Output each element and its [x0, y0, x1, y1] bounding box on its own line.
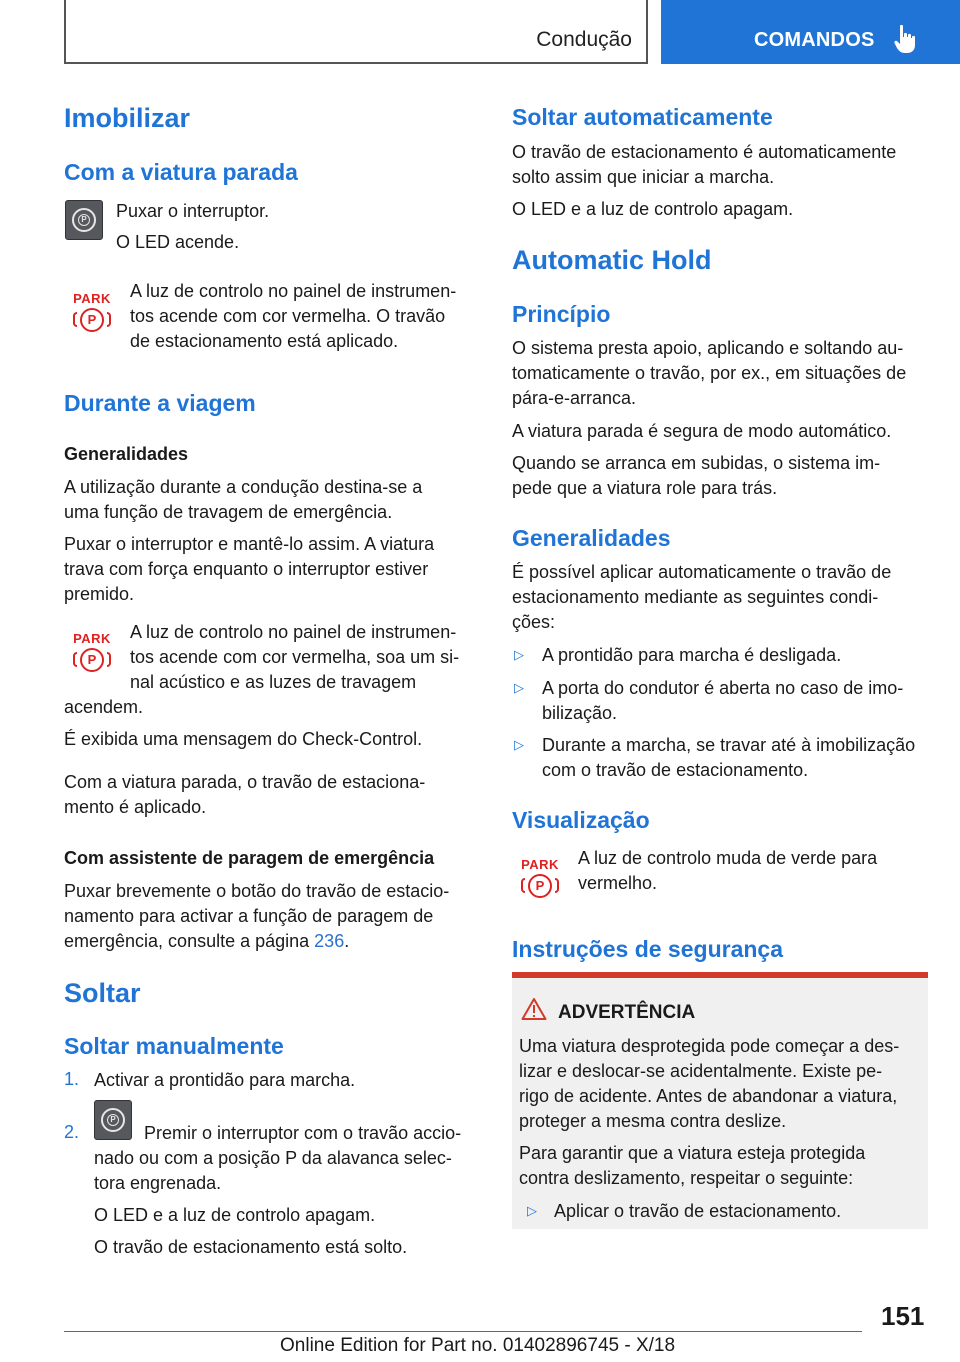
generalidades-bullet-2: A porta do condutor é aberta no caso de imo- bilização. — [542, 678, 904, 723]
generalidades-bullet-3: Durante a marcha, se travar até à imobilização com o travão de estacionamento. — [542, 735, 916, 780]
bullet-icon: ▷ — [514, 680, 524, 695]
park-warning-icon: PARK P — [71, 632, 113, 672]
viagem-paragraph-5: Com a viatura parada, o travão de estaciona- mento é aplicado. — [64, 772, 426, 817]
parada-paragraph-2: O LED acende. — [116, 232, 240, 252]
warning-paragraph-1: Uma viatura desprotegida pode começar a des- lizar e deslocar-se acidentalmente. Existe pe- rigo de acidente. Antes de abandonar a viatura, proteger a mesma contra deslize. — [519, 1036, 900, 1131]
park-warning-icon: PARK P — [71, 292, 113, 332]
heading-soltar-automaticamente: Soltar automaticamente — [512, 104, 773, 130]
heading-imobilizar: Imobilizar — [64, 103, 191, 133]
park-warning-icon: PARK P — [519, 858, 561, 898]
heading-soltar: Soltar — [64, 978, 141, 1008]
footer-edition: Online Edition for Part no. 01402896745 - X/18 — [280, 1335, 676, 1356]
page-reference-link[interactable]: 236 — [314, 931, 345, 951]
heading-soltar-manualmente: Soltar manualmente — [64, 1033, 284, 1059]
warning-bullet-1: Aplicar o travão de estacionamento. — [554, 1201, 842, 1221]
header-section-title: Condução — [536, 28, 632, 51]
generalidades-bullet-1: A prontidão para marcha é desligada. — [542, 645, 842, 665]
auto-paragraph-2: O LED e a luz de controlo apagam. — [512, 199, 794, 219]
heading-generalidades-right: Generalidades — [512, 525, 671, 551]
viagem-paragraph-3: A luz de controlo no painel de instrumen- tos acende com cor vermelha, soa um si- nal acústico e as luzes de travagem — [130, 622, 460, 692]
heading-visualizacao: Visualização — [512, 807, 650, 833]
bullet-icon: ▷ — [527, 1203, 537, 1218]
hand-pointer-icon — [894, 24, 916, 59]
viagem-paragraph-1: A utilização durante a condução destina-se a uma função de travagem de emergência. — [64, 477, 423, 522]
step-2-lines: nado ou com a posição P da alavanca selec- tora engrenada. — [94, 1148, 452, 1193]
footer-divider — [64, 1331, 862, 1332]
bullet-icon: ▷ — [514, 737, 524, 752]
warning-paragraph-2: Para garantir que a viatura esteja protegida contra deslizamento, respeitar o seguinte: — [519, 1143, 866, 1188]
viagem-paragraph-4: É exibida uma mensagem do Check-Control. — [64, 729, 423, 749]
principio-paragraph-1: O sistema presta apoio, aplicando e soltando au- tomaticamente o travão, por ex., em situações de pára-e-arranca. — [512, 338, 907, 408]
principio-paragraph-3: Quando se arranca em subidas, o sistema im- pede que a viatura role para trás. — [512, 453, 881, 498]
header-chapter-tab[interactable] — [661, 0, 960, 64]
step-1-text: Activar a prontidão para marcha. — [94, 1070, 356, 1090]
step-2-paragraph-3: O travão de estacionamento está solto. — [94, 1237, 408, 1257]
step-number: 1. — [64, 1069, 80, 1089]
parada-paragraph-3: A luz de controlo no painel de instrumen- tos acende com cor vermelha. O travão de estacionamento está aplicado. — [130, 281, 457, 351]
warning-box — [512, 978, 928, 1229]
heading-assistente-paragem: Com assistente de paragem de emergência — [64, 848, 435, 868]
header-section-box — [64, 0, 648, 64]
header-chapter-label: COMANDOS — [754, 29, 875, 51]
heading-durante-a-viagem: Durante a viagem — [64, 390, 256, 416]
page-number: 151 — [881, 1301, 925, 1331]
parking-brake-switch-icon: P — [94, 1100, 132, 1140]
parking-brake-switch-icon: P — [65, 200, 103, 240]
generalidades-paragraph: É possível aplicar automaticamente o travão de estacionamento mediante as seguintes condi- ções: — [512, 562, 892, 632]
step-number: 2. — [64, 1122, 80, 1142]
assistente-paragraph: Puxar brevemente o botão do travão de estacio- namento para activar a função de paragem de emergência, consulte a página 236. — [64, 881, 450, 951]
heading-com-a-viatura-parada: Com a viatura parada — [64, 159, 298, 185]
heading-generalidades-left: Generalidades — [64, 444, 189, 464]
warning-title: ADVERTÊNCIA — [558, 1002, 696, 1023]
step-2-paragraph-2: O LED e a luz de controlo apagam. — [94, 1205, 376, 1225]
visualizacao-paragraph: A luz de controlo muda de verde para vermelho. — [578, 848, 878, 893]
viagem-paragraph-2: Puxar o interruptor e mantê-lo assim. A viatura trava com força enquanto o interruptor estiver premido. — [64, 534, 435, 604]
parada-paragraph-1: Puxar o interruptor. — [116, 201, 270, 221]
heading-principio: Princípio — [512, 301, 611, 327]
warning-triangle-icon — [521, 997, 547, 1026]
auto-paragraph-1: O travão de estacionamento é automaticamente solto assim que iniciar a marcha. — [512, 142, 897, 187]
viagem-paragraph-3-end: acendem. — [64, 697, 144, 717]
step-2-line-1: Premir o interruptor com o travão accio- — [144, 1123, 462, 1143]
principio-paragraph-2: A viatura parada é segura de modo automático. — [512, 421, 892, 441]
heading-automatic-hold: Automatic Hold — [512, 245, 712, 275]
bullet-icon: ▷ — [514, 647, 524, 662]
heading-instrucoes-seguranca: Instruções de segurança — [512, 936, 783, 962]
